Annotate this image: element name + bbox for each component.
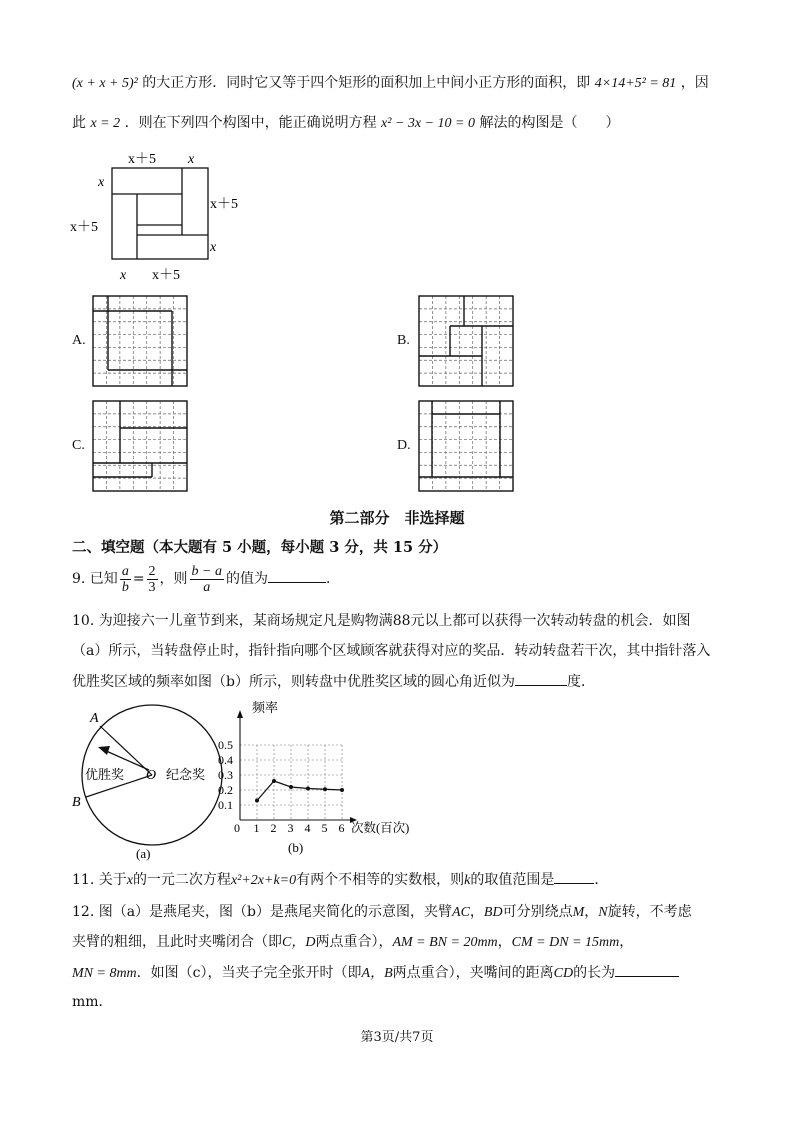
option-d-label[interactable]: D. — [397, 438, 411, 453]
chart-data-point — [272, 779, 276, 783]
q9-frac2-den: 3 — [148, 579, 156, 595]
q12-eq3: MN = 8mm — [72, 966, 137, 981]
q11-var-x: x — [126, 873, 133, 888]
q9-frac2-num: 2 — [148, 563, 156, 579]
chart-x-tick-label: 3 — [287, 821, 294, 835]
q9-end: ． — [326, 571, 340, 587]
q12-text-1a: 12. 图（a）是燕尾夹，图（b）是燕尾夹简化的示意图，夹臂 — [72, 904, 453, 920]
chart-ylabel: 频率 — [252, 700, 279, 715]
q8-expr-solution: x = 2 — [90, 116, 121, 131]
q9-mid: ，则 — [159, 571, 188, 587]
q8-line-2 — [72, 113, 732, 134]
chart-y-tick-label: 0.5 — [218, 738, 233, 752]
q12-text-2b: 两点重合）， — [315, 934, 393, 950]
square-diagram — [66, 145, 256, 285]
q12-line-4: mm． — [72, 994, 113, 1010]
option-c-label[interactable]: C. — [72, 438, 85, 453]
diag-left-bottom: x＋5 — [70, 220, 98, 235]
pointer-arrowhead-icon — [98, 746, 110, 755]
chart-y-tick-label: 0.3 — [218, 768, 233, 782]
q11-text-a: 11. 关于 — [72, 872, 127, 888]
chart-x-tick-label: 2 — [270, 821, 277, 835]
q8-text-2b: ．则在下列四个构图中，能正确说明方程 — [124, 115, 377, 131]
chart-grid — [240, 745, 342, 820]
q12-text-1e: 旋转，不考虑 — [607, 904, 692, 920]
option-a-label[interactable]: A. — [72, 333, 86, 348]
q12-line-2 — [72, 932, 732, 953]
chart-data-point — [323, 787, 327, 791]
option-b-figure[interactable] — [418, 295, 514, 387]
chart-series-line — [257, 781, 342, 801]
part2-title: 第二部分 非选择题 — [329, 509, 465, 527]
q12-cd-points: C，D — [282, 935, 316, 950]
q12-text-2a: 夹臂的粗细，且此时夹嘴闭合（即 — [72, 934, 282, 950]
q9-frac-ba — [190, 564, 224, 595]
q8-expr-area: 4×14+5² = 81 — [594, 76, 677, 91]
q9-frac3-num: b − a — [191, 563, 222, 579]
spinner-caption: (a) — [136, 846, 151, 861]
chart-series — [255, 779, 344, 803]
chart-x-tick-label: 4 — [304, 821, 311, 835]
q12-text-1d: ， — [584, 904, 599, 920]
frequency-chart — [218, 700, 410, 864]
spinner-figure — [70, 706, 230, 866]
diag-bottom-right: x＋5 — [152, 268, 180, 283]
option-b-label[interactable]: B. — [397, 333, 410, 348]
q8-text-2c: 解法的构图是（ ） — [479, 115, 620, 131]
chart-data-point — [255, 799, 259, 803]
diag-top-right: x — [188, 152, 195, 167]
q11 — [72, 869, 732, 891]
q8-expr-equation: x² − 3x − 10 = 0 — [381, 116, 475, 131]
q12-n: N — [598, 905, 608, 920]
q12-bd: BD — [483, 905, 503, 920]
chart-x-tick-label: 1 — [253, 821, 260, 835]
diag-right-top: x＋5 — [210, 197, 238, 212]
q12-text-1b: ， — [469, 904, 484, 920]
chart-x-tick-label: 0 — [234, 821, 240, 835]
q12-cd: CD — [553, 966, 574, 981]
q11-var-k: k — [464, 873, 471, 888]
option-c-figure[interactable] — [92, 400, 188, 492]
spinner-label-a: A — [90, 711, 99, 726]
spinner-label-b: B — [72, 795, 81, 810]
q12-text-3a: ．如图（c），当夹子完全张开时（即 — [136, 965, 362, 981]
diag-top-left: x＋5 — [128, 152, 156, 167]
chart-caption: (b) — [288, 840, 304, 855]
q12-answer-blank[interactable] — [615, 962, 679, 977]
q10-line-1: 10. 为迎接六一儿童节到来，某商场规定凡是购物满88元以上都可以获得一次转动转盘的机会．如图 — [72, 613, 691, 629]
q12-line-3 — [72, 962, 732, 984]
q12-eq1: AM = BN = 20mm — [392, 935, 498, 950]
q10-line-3b: 度． — [566, 674, 595, 690]
q12-text-3b: 两点重合），夹嘴间的距离 — [392, 965, 554, 981]
q10-line-3a: 优胜奖区域的频率如图（b）所示，则转盘中优胜奖区域的圆心角近似为 — [72, 674, 515, 690]
q9-answer-blank[interactable] — [268, 568, 326, 583]
chart-axes — [237, 710, 357, 823]
q9-eq: = — [132, 571, 145, 587]
chart-x-tick-label: 5 — [321, 821, 328, 835]
chart-data-point — [306, 787, 310, 791]
q12-ac: AC — [452, 905, 470, 920]
q11-text-c: 有两个不相等的实数根，则 — [296, 872, 465, 888]
section2-title: 二、填空题（本大题有 5 小题，每小题 3 分，共 15 分） — [72, 539, 448, 556]
q9-frac1-den: b — [121, 579, 129, 595]
diag-right-bottom: x — [210, 240, 217, 255]
chart-y-tick-label: 0.1 — [218, 798, 233, 812]
diag-bottom-left: x — [120, 268, 127, 283]
q11-text-b: 的一元二次方程 — [132, 872, 231, 888]
page-footer: 第3页/共7页 — [360, 1030, 434, 1045]
q8-line-1 — [72, 73, 732, 94]
q12-m: M — [572, 905, 585, 920]
q11-answer-blank[interactable] — [554, 869, 594, 884]
diag-left-top: x — [98, 175, 105, 190]
q9-frac1-num: a — [121, 563, 129, 579]
q11-text-d: 的取值范围是 — [470, 872, 555, 888]
option-d-figure[interactable] — [418, 400, 514, 492]
chart-y-tick-label: 0.2 — [218, 783, 233, 797]
q9-prefix: 9. 已知 — [72, 571, 118, 587]
q11-expr: x²+2x+k=0 — [230, 873, 297, 888]
chart-xlabel: 次数(百次) — [351, 821, 410, 835]
q9-frac-23 — [147, 564, 158, 595]
chart-x-tick-label: 6 — [338, 821, 345, 835]
q11-end: ． — [594, 872, 609, 888]
q12-eq2: CM = DN = 15mm — [511, 935, 620, 950]
q8-expr-square: (x + x + 5)² — [72, 76, 138, 91]
y-axis-arrow-icon — [237, 710, 243, 718]
q8-text-2a: 此 — [72, 115, 86, 131]
chart-y-tick-label: 0.4 — [218, 753, 233, 767]
q12-text-2d: ， — [619, 934, 634, 950]
q9-frac-ab — [120, 564, 131, 595]
q10-answer-blank[interactable] — [515, 671, 567, 686]
q9 — [72, 562, 732, 596]
option-a-figure[interactable] — [92, 295, 188, 387]
q12-text-3c: 的长为 — [573, 965, 616, 981]
q12-text-1c: 可分别绕点 — [502, 904, 573, 920]
q9-suffix: 的值为 — [226, 571, 268, 587]
q10-line-3 — [72, 671, 732, 692]
q8-text-1b: ，因 — [680, 75, 709, 91]
q12-text-2c: ， — [497, 934, 512, 950]
spinner-zone-2: 纪念奖 — [166, 767, 206, 782]
q9-frac3-den: a — [203, 579, 211, 595]
chart-data-point — [340, 788, 344, 792]
q8-text-1a: 的大正方形．同时它又等于四个矩形的面积加上中间小正方形的面积，即 — [142, 75, 591, 91]
q12-line-1 — [72, 902, 732, 923]
q10-line-2: （a）所示，当转盘停止时，指针指向哪个区域顾客就获得对应的奖品．转动转盘若干次，其中指针落入 — [72, 643, 711, 659]
spinner-label-o: O — [146, 768, 157, 783]
q12-ab-points: A，B — [361, 966, 393, 981]
spinner-zone-1: 优胜奖 — [85, 767, 125, 782]
chart-data-point — [289, 785, 293, 789]
